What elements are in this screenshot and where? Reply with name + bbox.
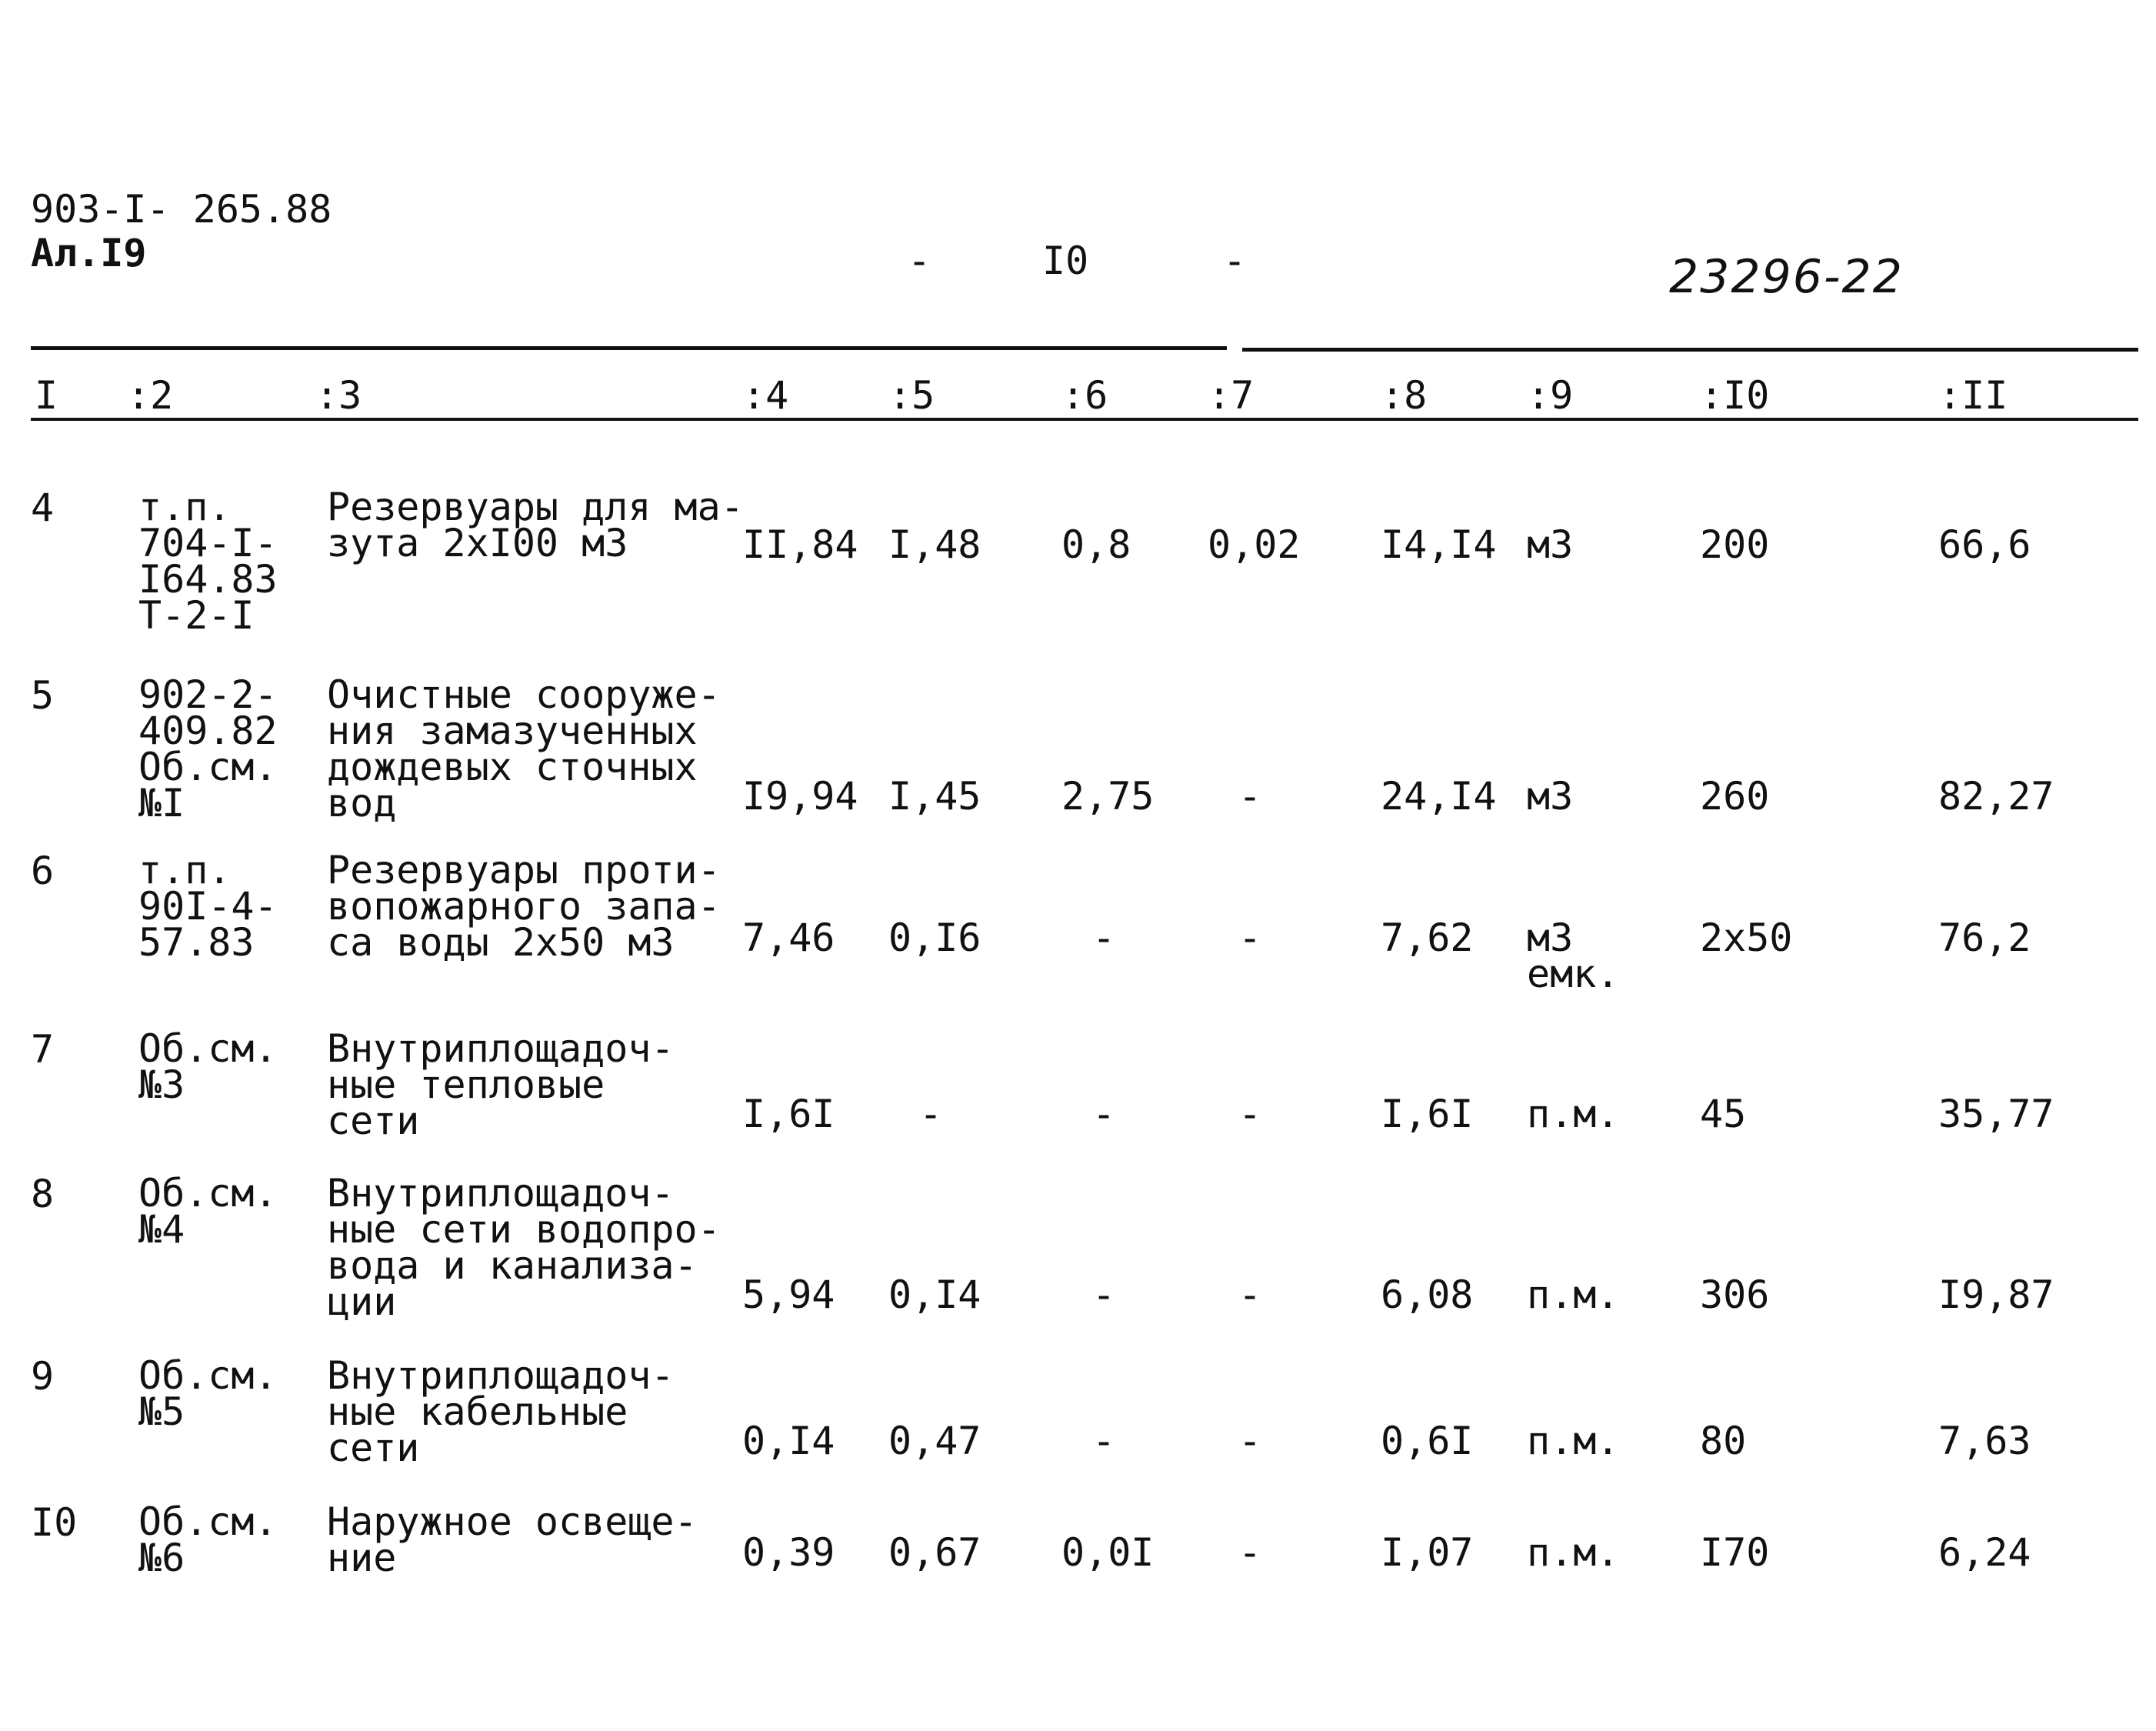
value-cell: 66,6	[1938, 522, 2031, 567]
value-cell: -	[1238, 1530, 1262, 1575]
value-cell: I,6I	[742, 1092, 835, 1136]
name-cell: Внутриплощадоч- ные кабельные сети	[327, 1353, 675, 1470]
header-dash-left: -	[908, 238, 931, 283]
value-cell: I,45	[888, 774, 981, 819]
top-rule-right	[1242, 348, 2138, 352]
doc-number: 903-I- 265.88	[31, 187, 332, 232]
column-header: :II	[1938, 373, 2008, 418]
column-header: :4	[742, 373, 789, 418]
reference-cell: т.п. 704-I- I64.83 Т-2-I	[138, 485, 278, 638]
value-cell: I,48	[888, 522, 981, 567]
value-cell: 76,2	[1938, 916, 2031, 960]
column-header: I	[35, 373, 58, 418]
value-cell: п.м.	[1527, 1272, 1620, 1317]
value-cell: 6,08	[1381, 1272, 1474, 1317]
row-number: 5	[31, 673, 55, 718]
name-cell: Внутриплощадоч- ные сети водопро- вода и канализа- ции	[327, 1171, 721, 1324]
sheet-label: Ал.I9	[31, 231, 147, 275]
value-cell: 0,39	[742, 1530, 835, 1575]
column-header: :I0	[1700, 373, 1770, 418]
name-cell: Наружное освеще- ние	[327, 1499, 698, 1580]
value-cell: п.м.	[1527, 1419, 1620, 1463]
value-cell: 6,24	[1938, 1530, 2031, 1575]
column-header: :8	[1381, 373, 1428, 418]
value-cell: м3	[1527, 774, 1574, 819]
value-cell: -	[1092, 1272, 1116, 1317]
value-cell: I,6I	[1381, 1092, 1474, 1136]
value-cell: -	[919, 1092, 943, 1136]
value-cell: -	[1238, 916, 1262, 960]
value-cell: 306	[1700, 1272, 1770, 1317]
value-cell: -	[1238, 774, 1262, 819]
value-cell: 0,02	[1208, 522, 1301, 567]
row-number: I0	[31, 1500, 78, 1545]
value-cell: м3	[1527, 522, 1574, 567]
row-number: 8	[31, 1172, 55, 1216]
value-cell: 0,I4	[888, 1272, 981, 1317]
row-number: 9	[31, 1354, 55, 1399]
value-cell: п.м.	[1527, 1530, 1620, 1575]
header-dash-right: -	[1223, 238, 1247, 283]
reference-cell: Об.см. №4	[138, 1171, 278, 1252]
value-cell: 45	[1700, 1092, 1747, 1136]
reference-cell: Об.см. №5	[138, 1353, 278, 1434]
column-header: :2	[127, 373, 174, 418]
value-cell: -	[1238, 1419, 1262, 1463]
value-cell: 0,47	[888, 1419, 981, 1463]
reference-cell: т.п. 90I-4- 57.83	[138, 848, 278, 965]
value-cell: 0,0I	[1061, 1530, 1155, 1575]
value-cell: 82,27	[1938, 774, 2054, 819]
value-cell: I9,94	[742, 774, 858, 819]
value-cell: 260	[1700, 774, 1770, 819]
header-rule	[31, 418, 2138, 421]
reference-cell: Об.см. №6	[138, 1499, 278, 1580]
row-number: 4	[31, 485, 55, 530]
page-number: I0	[1042, 238, 1089, 283]
value-cell: 5,94	[742, 1272, 835, 1317]
value-cell: 0,6I	[1381, 1419, 1474, 1463]
value-cell: п.м.	[1527, 1092, 1620, 1136]
name-cell: Резервуары проти- вопожарного запа- са воды 2х50 м3	[327, 848, 721, 965]
value-cell: 7,46	[742, 916, 835, 960]
value-cell: I70	[1700, 1530, 1770, 1575]
row-number: 6	[31, 849, 55, 893]
value-cell: -	[1092, 1419, 1116, 1463]
reference-cell: 902-2- 409.82 Об.см. №I	[138, 672, 278, 825]
value-cell: 0,I6	[888, 916, 981, 960]
column-header: :7	[1208, 373, 1255, 418]
value-cell: 35,77	[1938, 1092, 2054, 1136]
value-cell: I9,87	[1938, 1272, 2054, 1317]
value-cell: II,84	[742, 522, 858, 567]
name-cell: Внутриплощадоч- ные тепловые сети	[327, 1026, 675, 1143]
name-cell: Очистные сооруже- ния замазученных дождевых сточных вод	[327, 672, 721, 825]
column-header: :9	[1527, 373, 1574, 418]
value-cell: I,07	[1381, 1530, 1474, 1575]
reference-cell: Об.см. №3	[138, 1026, 278, 1107]
row-number: 7	[31, 1027, 55, 1072]
value-cell: 0,8	[1061, 522, 1131, 567]
value-cell: 7,62	[1381, 916, 1474, 960]
value-cell: -	[1238, 1272, 1262, 1317]
value-cell: 0,I4	[742, 1419, 835, 1463]
value-cell: 200	[1700, 522, 1770, 567]
value-cell: м3 емк.	[1527, 916, 1620, 996]
column-header: :6	[1061, 373, 1108, 418]
archive-number: 23296-22	[1669, 250, 1904, 304]
value-cell: -	[1092, 1092, 1116, 1136]
value-cell: -	[1092, 916, 1116, 960]
value-cell: 0,67	[888, 1530, 981, 1575]
value-cell: 2,75	[1061, 774, 1155, 819]
value-cell: 80	[1700, 1419, 1747, 1463]
value-cell: -	[1238, 1092, 1262, 1136]
top-rule-left	[31, 346, 1227, 350]
column-header: :5	[888, 373, 935, 418]
value-cell: 2х50	[1700, 916, 1793, 960]
value-cell: I4,I4	[1381, 522, 1497, 567]
column-header: :3	[315, 373, 362, 418]
value-cell: 7,63	[1938, 1419, 2031, 1463]
value-cell: 24,I4	[1381, 774, 1497, 819]
name-cell: Резервуары для ма- зута 2хI00 м3	[327, 485, 744, 565]
